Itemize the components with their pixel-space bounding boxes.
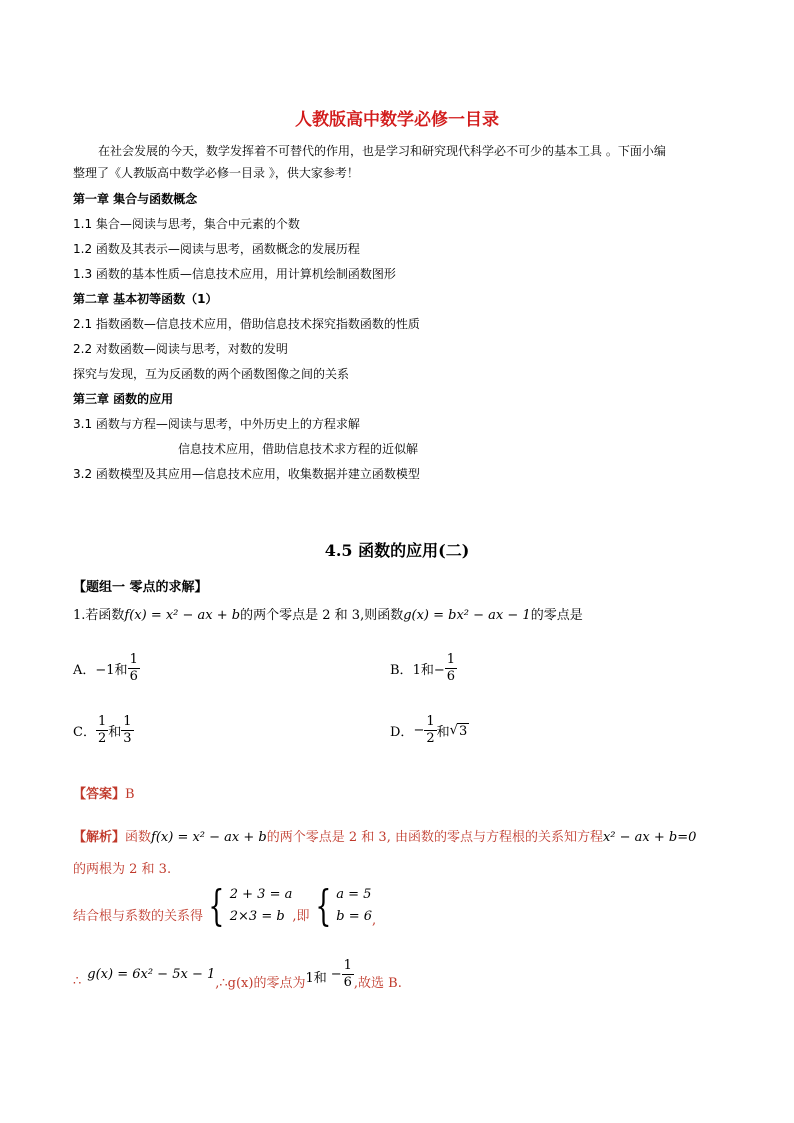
g-expression: g(x) = bx² − ax − 1 bbox=[403, 608, 531, 623]
option-d-label: D． bbox=[390, 725, 414, 740]
section-title: 4.5 函数的应用(二) bbox=[324, 541, 470, 560]
analysis-text: , bbox=[371, 913, 377, 928]
denominator: 2 bbox=[97, 731, 107, 746]
sqrt-symbol: √ bbox=[449, 723, 458, 738]
answer-value: B bbox=[125, 787, 135, 802]
system-row: 2×3 = b bbox=[229, 909, 285, 924]
toc-item: 2.2 对数函数—阅读与思考，对数的发明 bbox=[73, 342, 288, 356]
equation-system-2: { a = 5 b = 6 bbox=[314, 881, 372, 930]
analysis-line-2: 的两根为 2 和 3. bbox=[73, 862, 172, 877]
g-expression: g(x) = 6x² − 5x − 1 bbox=[87, 967, 216, 982]
minus-sign: − bbox=[330, 967, 342, 982]
analysis-line-3 bbox=[73, 881, 377, 930]
intro-line-1: 在社会发展的今天，数学发挥着不可替代的作用，也是学习和研究现代科学必不可少的基本工具 。下面小编 bbox=[98, 144, 666, 158]
page-title: 人教版高中数学必修一目录 bbox=[295, 110, 499, 130]
toc-item: 3.2 函数模型及其应用—信息技术应用，收集数据并建立函数模型 bbox=[73, 467, 420, 481]
toc-item: 探究与发现，互为反函数的两个函数图像之间的关系 bbox=[73, 367, 350, 381]
question-prefix: 1.若函数 bbox=[73, 608, 125, 623]
toc-item: 1.2 函数及其表示—阅读与思考，函数概念的发展历程 bbox=[73, 242, 360, 256]
toc-chapter-3: 第三章 函数的应用 bbox=[73, 392, 174, 406]
denominator: 6 bbox=[343, 975, 352, 990]
fraction bbox=[445, 652, 457, 685]
fraction bbox=[128, 652, 140, 685]
f-expression: f(x) = x² − ax + b bbox=[124, 608, 241, 623]
toc-item: 信息技术应用，借助信息技术求方程的近似解 bbox=[178, 442, 419, 456]
sqrt-radicand: 3 bbox=[458, 723, 468, 739]
intro-line-2: 整理了《人教版高中数学必修一目录 》，供大家参考！ bbox=[73, 166, 359, 180]
denominator: 3 bbox=[123, 731, 132, 746]
fraction bbox=[121, 714, 133, 747]
denominator: 2 bbox=[426, 731, 435, 746]
question-1 bbox=[73, 604, 583, 623]
toc-item: 1.1 集合—阅读与思考，集合中元素的个数 bbox=[73, 217, 300, 231]
option-b-pre: 1和− bbox=[412, 663, 445, 678]
question-mid: 的两个零点是 2 和 3,则函数 bbox=[240, 608, 404, 623]
fraction bbox=[342, 958, 354, 991]
analysis-line-1 bbox=[73, 826, 696, 845]
group-title: 【题组一 零点的求解】 bbox=[73, 580, 208, 595]
numerator: 1 bbox=[123, 714, 132, 729]
analysis-text: 的两个零点是 2 和 3, 由函数的零点与方程根的关系知方程 bbox=[266, 830, 603, 845]
fraction bbox=[424, 714, 436, 747]
numerator: 1 bbox=[426, 714, 435, 729]
option-b[interactable] bbox=[390, 652, 457, 685]
option-d-mid: 和 bbox=[436, 725, 450, 740]
toc-item: 3.1 函数与方程—阅读与思考，中外历史上的方程求解 bbox=[73, 417, 360, 431]
option-b-label: B． bbox=[390, 663, 413, 678]
option-a[interactable] bbox=[73, 652, 140, 685]
denominator: 6 bbox=[129, 669, 138, 684]
analysis-line-4 bbox=[73, 958, 402, 991]
numerator: 1 bbox=[446, 652, 456, 667]
option-a-label: A． bbox=[73, 663, 96, 678]
option-d[interactable] bbox=[390, 714, 469, 747]
toc-chapter-1: 第一章 集合与函数概念 bbox=[73, 192, 198, 206]
system-row: 2 + 3 = a bbox=[229, 887, 293, 902]
option-a-pre: −1和 bbox=[95, 663, 128, 678]
f-expression: f(x) = x² − ax + b bbox=[151, 830, 267, 845]
analysis-label: 【解析】 bbox=[73, 830, 126, 845]
fraction bbox=[96, 714, 108, 747]
analysis-text: 1和 bbox=[305, 971, 327, 986]
numerator: 1 bbox=[97, 714, 107, 729]
analysis-text: 函数 bbox=[125, 830, 152, 845]
option-c-label: C． bbox=[73, 725, 96, 740]
question-suffix: 的零点是 bbox=[530, 608, 583, 623]
option-c-mid: 和 bbox=[108, 725, 122, 740]
option-c[interactable] bbox=[73, 714, 134, 747]
answer-label: 【答案】 bbox=[73, 787, 126, 802]
denominator: 6 bbox=[446, 669, 456, 684]
analysis-text: ,∴g(x)的零点为 bbox=[215, 976, 306, 991]
equation: x² − ax + b=0 bbox=[602, 830, 697, 845]
answer bbox=[73, 783, 135, 802]
system-row: a = 5 bbox=[336, 887, 372, 902]
option-d-pre: − bbox=[413, 723, 425, 738]
analysis-text: 结合根与系数的关系得 bbox=[73, 909, 204, 924]
numerator: 1 bbox=[129, 652, 138, 667]
analysis-text: ,即 bbox=[292, 909, 310, 924]
numerator: 1 bbox=[343, 958, 352, 973]
equation-system-1: { 2 + 3 = a 2×3 = b bbox=[208, 881, 293, 930]
toc-chapter-2: 第二章 基本初等函数（1） bbox=[73, 292, 218, 306]
toc-item: 1.3 函数的基本性质—信息技术应用，用计算机绘制函数图形 bbox=[73, 267, 396, 281]
system-row: b = 6 bbox=[336, 909, 372, 924]
analysis-text: ,故选 B. bbox=[353, 976, 402, 991]
therefore-symbol: ∴ bbox=[73, 974, 82, 989]
toc-item: 2.1 指数函数—信息技术应用，借助信息技术探究指数函数的性质 bbox=[73, 317, 420, 331]
